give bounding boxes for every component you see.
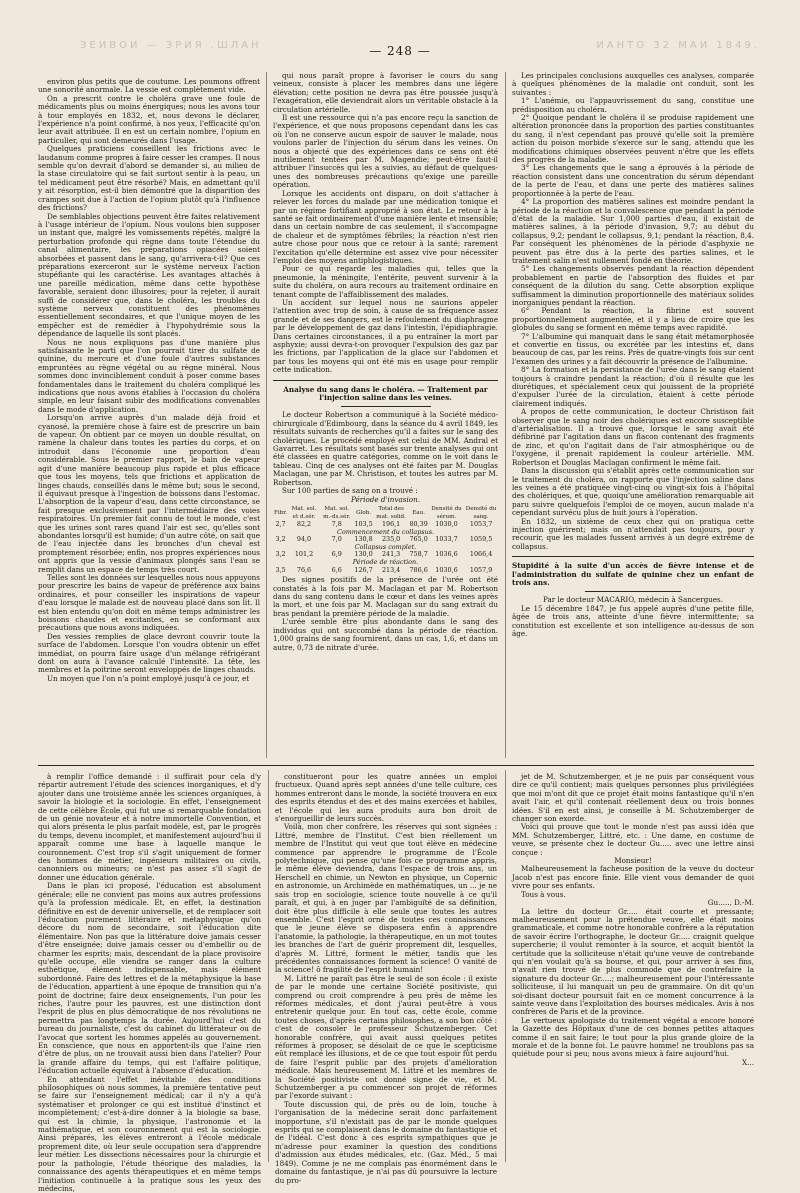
column-b <box>273 72 498 755</box>
blood-analysis-table <box>273 506 498 574</box>
column-a <box>38 78 260 751</box>
horizontal-divider <box>38 765 754 766</box>
paragraph: environ plus petits que de coutume. Les poumons offrent une sonorité anormale. La vessie est complètement vide. <box>38 77 260 95</box>
paragraph: Un accident sur lequel nous ne saurions appeler l'attention avec trop de soin, à cause de sa fréquence assez grande et de ses dangers, est le refoulement du diaphragme par le développement de gaz dans l'intestin, l'épidiaphragie. Dans certaines circonstances, il a pu entraîner la mort par asphyxie; aussi devra-t-on provoquer l'expulsion des gaz par les frictions, par l'application de la glace sur l'abdomen et par tous les moyens qui ont été mis en usage pour remplir cette indication. <box>273 297 498 375</box>
paragraph: jet de M. Schutzemberger, et je ne puis par conséquent vous dire ce qu'il contient; mais quelques personnes plus privilégiées que moi m'ont dit que ce projet était moins fantastique qu'il n'en avait l'air, et qu'il contenait réellement deux ou trois bonnes idées. S'il en est ainsi, je conseille à M. Schutzemberger de changer son exorde. <box>512 772 754 824</box>
paragraph: Le docteur Robertson a communiqué à la Société médico-chirurgicale d'Edimbourg, dans la séance du 4 avril 1849, les résultats suivants de recherches qu'il a faites sur le sang des cholériques. Le procédé employé est celui de MM. Andral et Gavarret. Les résultats sont basés sur trente analyses qui ont été classées en quatre catégories, comme on le voit dans le tableau. Cinq de ces analyses ont été faites par M. Douglas Maclagan, une par M. Christison, et toutes les autres par M. Robertson. <box>273 410 498 487</box>
column-f <box>512 773 754 1161</box>
table-cell: 130,8 <box>354 535 373 544</box>
table-cell: 786,6 <box>409 565 428 574</box>
section-title-blood-analysis: Analyse du sang dans le choléra. — Traitement par l'injection saline dans les veines. <box>283 384 488 403</box>
bleed-through-text-right: ИАНТО 32 МАИ 1849. <box>596 40 760 51</box>
letter-signature: Gu....., D.-M. <box>707 898 754 908</box>
table-cell: 7,8 <box>331 520 342 529</box>
table-cell: 6,6 <box>331 565 342 574</box>
table-cell: 126,7 <box>354 565 373 574</box>
table-header-cell: Densité du sang. <box>465 505 497 520</box>
paragraph: 5° Les changements observés pendant la réaction dépendent probablement en partie de l'absorption des fluides et par conséquent de la dilution du sang. Cette absorption explique suffisamment la diminution proportionnelle des matériaux solides inorganiques pendant la réaction. <box>512 264 754 307</box>
table-period-label: Collapsus complet. <box>354 542 417 551</box>
table-period-label: Période de réaction. <box>352 558 419 567</box>
paragraph: 8° La formation et la persistance de l'urée dans le sang étaient toujours à craindre pendant la réaction; d'où il résulte que les diurétiques, et spécialement ceux qui jouissent de la propriété d'expulser l'urée de la circulation, étaient à cette période clairement indiqués. <box>512 365 754 408</box>
table-cell: 235,0 <box>381 535 401 544</box>
table-caption: Période d'invasion. <box>350 494 421 504</box>
paragraph: Des vessies remplies de glace devront couvrir toute la surface de l'abdomen. Lorsque l'on voudra obtenir un effet immédiat, on pourra faire usage d'un mélange réfrigérant dont on aura à l'avance calculé l'intensité. La tête, les membres et la poitrine seront enveloppés de linges chauds. <box>38 631 260 675</box>
table-cell: 7,0 <box>331 535 342 544</box>
table-cell: 196,1 <box>381 520 401 529</box>
table-header-cell: Total des mat. solid. <box>376 505 406 520</box>
title-underline <box>341 406 431 407</box>
article-signature: X... <box>742 1057 754 1067</box>
column-divider <box>268 770 269 1162</box>
section-title-stupidity-case: Stupidité à la suite d'un accès de fièvre intense et de l'administration du sulfate de quinine chez un enfant de trois ans. <box>512 561 754 587</box>
letter-closing: Tous à vous. <box>521 889 566 899</box>
table-header-cell: Densité du sérum. <box>431 505 462 520</box>
column-d <box>38 772 261 1193</box>
table-cell: 1057,9 <box>469 565 493 574</box>
column-c <box>512 72 754 755</box>
paragraph: Nous ne nous expliquons pas d'une manière plus satisfaisante le parti que l'on pourrait tirer du sulfate de quinine, du mercure et d'une foule d'autres substances empruntées au règne végétal ou au règne minéral. Nous sommes donc invinciblement conduit à poser comme bases fondamentales dans le traitement du choléra compliqué les indications que nous avons établies à l'occasion du choléra simple, en leur faisant subir des modifications convenables dans le mode d'application. <box>38 337 260 414</box>
paragraph: L'urée semble être plus abondante dans le sang des individus qui ont succombé dans la période de réaction. 1,000 grains de sang fournirent, dans un cas, 1,6, et dans un autre, 0,73 de nitrate d'urée. <box>273 617 498 652</box>
table-cell: 1066,4 <box>469 550 493 559</box>
table-period-label: Commencement du collapsus. <box>336 527 435 536</box>
column-divider <box>266 72 267 758</box>
table-cell: 76,6 <box>296 565 312 574</box>
paragraph: Lorsque les accidents ont disparu, on doit s'attacher à relever les forces du malade par une médication tonique et par un régime fortifiant approprié à son état. Le retour à la santé se fait ordinairement d'une manière lente et insensible; dans un certain nombre de cas seulement, il s'accompagne de chaleur et de symptômes fébriles; la réaction n'est rien autre chose pour nous que ce retour à la santé; rarement l'excitation qu'elle détermine est assez vive pour nécessiter l'emploi des moyens antiphlogistiques. <box>273 188 498 265</box>
paragraph: M. Littré ne paraît pas être le seul de son école : il existe de par le monde une certaine Société positiviste, qui comprend ou croit comprendre à peu près de même les réformes médicales, et dont j'aurai peut-être à vous entretenir quelque jour. En tout cas, cette école, comme toutes choses, d'après certains philosophes, a son bon côté : c'est de consoler le professeur Schutzemberger. Cet honorable confrère, qui avait aussi quelques petites réformes à proposer, se désolait de ce que le scepticisme eût remplacé les illusions, et de ce que tout espoir fût perdu de faire l'esprit public par des projets d'amélioration médicale. Mais heureusement M. Littré et les membres de la Société positiviste ont donné signe de vie, et M. Schutzemberger a pu commencer son projet de réformes par l'exorde suivant : <box>275 973 497 1101</box>
paragraph: Lorsqu'on arrive auprès d'un malade déjà froid et cyanosé, la première chose à faire est de prescrire un bain de vapeur. On obtient par ce moyen un double résultat, on ramène la chaleur dans toutes les parties du corps, et on introduit dans l'économie une proportion d'eau considérable. Sous le premier rapport, le bain de vapeur agit d'une manière beaucoup plus rapide et plus efficace que tous les moyens, tels que frictions et application de linges chauds, conseillés dans le même but; sous le second, il équivaut presque à l'ingestion de boissons dans l'estomac. L'absorption de la vapeur d'eau, dans cette circonstance, se fait presque exclusivement par l'intermédiaire des voies respiratoires. Un premier fait connu de tout le monde, c'est que les urines sont rares quand l'air est sec, qu'elles sont abondantes lorsqu'il est humide; d'un autre côté, on sait que de l'eau injectée dans les bronches d'un cheval est promptement résorbée; enfin, nos propres expériences nous ont appris que la vessie d'animaux plongés sans l'eau se remplit dans un espace de temps très court. <box>38 413 260 574</box>
table-body <box>273 521 498 574</box>
paragraph: constitueront pour les quatre années un emploi fructueux. Quand après sept années d'une telle culture, ces hommes entreront dans le monde, la société trouvera en eux des esprits étendus et des et des mains exercées et habiles, et l'école qui les aura produits aura bon droit de s'enorgueillir de leurs succès. <box>275 772 497 824</box>
paragraph: Il est une ressource qui n'a pas encore reçu la sanction de l'expérience, et que nous proposons cependant dans les cas où l'on ne conserve aucun espoir de sauver le malade, nous voulons parler de l'injection du sérum dans les veines. On nous a objecté que des expériences dans ce sens ont été inutilement tentées par M. Magendie; peut-être faut-il attribuer l'insuccès qui les a suivies, au défaut de quelques-unes des nombreuses précautions qu'exige une pareille opération. <box>273 113 498 190</box>
table-cell: 1030,0 <box>435 520 458 529</box>
bleed-through-text-left: ЗЕИВОИ — ЗРИЯ .ШЛАН <box>80 40 262 51</box>
paragraph: 6° Pendant la réaction, la fibrine est souvent proportionnellement augmentée, et il y a lieu de croire que les globules du sang se forment en même temps avec rapidité. <box>512 306 754 333</box>
paragraph: A propos de cette communication, le docteur Christison fait observer que le sang noir des cholériques est encore susceptible d'artérialisation. Il a trouvé que, lorsque le sang avait été défibriné par l'agitation dans un flacon contenant des fragments de zinc, et qu'on l'agitait dans de l'air atmosphérique ou de l'oxygène, il prenait rapidement la couleur artérielle. MM. Robertson et Douglas Maclagan confirment le même fait. <box>512 407 754 467</box>
paragraph: 4° La proportion des matières salines est moindre pendant la période de la réaction et la convalescence que pendant la période d'état de la maladie. Sur 1,000 parties d'eau, il existait de matières salines, à la période d'invasion, 9,7; au début du collapsus, 9,2; pendant le collapsus, 9,1; pendant la réaction, 8,4. Par conséquent les phénomènes de la période d'asphyxie ne peuvent pas être dus à la perte des parties salines, et le traitement salin n'est nullement fondé en théorie. <box>512 197 754 265</box>
table-cell: 3,2 <box>275 550 286 559</box>
table-cell: 1059,5 <box>469 535 493 544</box>
paragraph: 3° Les changements que le sang a éprouvés à la période de réaction consistent dans une concentration du sérum dépendant de la perte de l'eau, et dans une perte des matières salines proportionnée à la perte de l'eau. <box>512 163 754 198</box>
paragraph: Quelques praticiens conseillent les frictions avec le laudanum comme propres à faire cesser les crampes. Il nous semble qu'on devrait d'abord se demander si, au milieu de la stase circulatoire qui se fait surtout sentir à la peau, un tel médicament peut être résorbé? Mais, en admettant qu'il y ait résorption, est-il bien démontré que la disparition des crampes soit due à l'action de l'opium plutôt qu'à l'influence des frictions? <box>38 144 260 213</box>
table-cell: 130,0 <box>354 550 373 559</box>
paragraph: 7° L'albumine qui manquait dans le sang était métamorphosée et convertie en tissus, ou excrétée par les intestins et, dans beaucoup de cas, par les reins. Près de quatre-vingts fois sur cent l'examen des urines y a fait découvrir la présence de l'albumine. <box>512 331 754 366</box>
paragraph: En 1832, un sixième de ceux chez qui on pratiqua cette injection guérirent; mais on n'attendait pas toujours, pour y recourir, que les malades fussent arrivés à un degré extrême de collapsus. <box>512 516 754 551</box>
paragraph: à remplir l'office demandé : il suffirait pour cela d'y répartir autrement l'étude des sciences inorganiques, et d'y ajouter dans une troisième année les sciences organiques, à savoir la biologie et la sociologie. En effet, l'enseignement de cette célèbre École, qui fut une si remarquable fondation de un génie novateur et à notre immortelle Convention, et qui alors présenta le plus parfait modèle, est, par le progrès du temps, devenu incomplet, et manifestement aujourd'hui il apparaît comme une base à laquelle manque le couronnement. C'est trop s'il s'agit uniquement de former des hommes de métier, ingénieurs militaires ou civils, canonniers ou mineurs; ce n'est pas assez s'il s'agit de donner une éducation générale. <box>38 772 261 882</box>
paragraph: Les principales conclusions auxquelles ces analyses, comparée à quelques phénomènes de la maladie ont conduit, sont les suivantes : <box>512 71 754 97</box>
section-divider <box>512 556 754 557</box>
table-header-cell: Eau. <box>412 509 426 516</box>
table-cell: 80,39 <box>409 520 428 529</box>
paragraph: qui nous paraît propre à favoriser le cours du sang veineux, consiste à placer les membres dans une légère élévation; cette position ne devra pas être poussée jusqu'à l'exagération, elle deviendrait alors un véritable obstacle à la circulation artérielle. <box>273 71 498 114</box>
paragraph: Toute discussion qui, de près ou de loin, touche à l'organisation de la médecine serait donc parfaitement inopportune, s'il n'existait pas de par le monde quelques esprits qui se complaisent dans le domaine du fantastique et de l'idéal. C'est donc à ces esprits sympathiques que je m'adresse pour examiner la question des conditions d'admission aux études médicales, etc. (Gaz. Méd., 5 mai 1849). Comme je ne me complais pas énormément dans le domaine du fantastique, je n'ai pas dû poursuivre la lecture du pro- <box>275 1099 497 1185</box>
table-cell: 241,3 <box>381 550 401 559</box>
section-divider <box>273 380 498 381</box>
page-number: — 248 — <box>369 44 431 58</box>
table-cell: 103,5 <box>354 520 373 529</box>
table-header-cell: Glob. <box>356 509 372 516</box>
table-row <box>273 567 498 575</box>
column-divider <box>505 72 506 758</box>
table-cell: 1036,6 <box>435 550 458 559</box>
paragraph: La lettre du docteur Gr..... était courte et pressante; malheureusement pour la prétendue veuve, elle était moins grammaticale, et comme notre honorable confrère a la réputation de savoir écrire l'orthographe, le docteur Gr..... craignit quelque supercherie; il voulut remonter à la source, et acquit bientôt la certitude que la solliciteuse n'était qu'une veuve de contrebande qui n'en voulait qu'à sa bourse, et qui, pour arriver à ses fins, n'avait rien trouvé de plus commode que de contrefaire la signature du docteur Gr.....; malheureusement pour l'intéressante solliciteuse, il lui manquait un peu de grammaire. On dit qu'un soi-disant docteur poursuit fait en ce moment concurrence à la sainte veuve dans l'exploitation des bourses médicales. Avis à nos confrères de Paris et de la province. <box>512 906 754 1017</box>
paragraph: Dans la discussion qui s'établit après cette communication sur le traitement du choléra, on rapporte que l'injection saline dans les veines a été pratiquée vingt-cinq ou vingt-six fois à l'hôpital des cholériques, et que, quoiqu'une amélioration remarquable ait paru suivre quelquefois l'emploi de ce moyen, aucun malade n'a cependant survécu plus de huit jours à l'opération. <box>512 466 754 518</box>
table-header-cell: Fibr. <box>274 509 288 516</box>
table-cell: 758,7 <box>409 550 428 559</box>
column-divider <box>505 770 506 1162</box>
table-cell: 1053,7 <box>469 520 493 529</box>
table-header-cell: Mat. sol. et d.sér. <box>291 505 317 520</box>
table-cell: 1030,6 <box>435 565 458 574</box>
paragraph: 1° L'anémie, ou l'appauvrissement du sang, constitue une prédisposition au choléra. <box>512 96 754 114</box>
table-cell: 94,0 <box>296 535 312 544</box>
paragraph: Pour ce qui regarde les maladies qui, telles que la pneumonie, la méningite, l'entérite, peuvent survenir à la suite du choléra, on aura recours au traitement ordinaire en tenant compte de l'affaiblissement des malades. <box>273 264 498 299</box>
paragraph: Des signes positifs de la présence de l'urée ont été constatés à la fois par M. Maclagan et par M. Robertson dans du sang contenu dans le cœur et dans les veines après la mort, et une fois par M. Maclagan sur du sang extrait du bras pendant la première période de la maladie. <box>273 575 498 618</box>
table-header-row <box>273 506 498 521</box>
table-cell: 1033,7 <box>435 535 458 544</box>
table-cell: 101,2 <box>294 550 314 559</box>
table-cell: 2,7 <box>275 520 286 529</box>
paragraph: Telles sont les données sur lesquelles nous nous appuyons pour prescrire les bains de vapeur de préférence aux bains ordinaires, et pour conseiller les inspirations de vapeur d'eau lorsque le malade est de nouveau placé dans son lit. Il est bien entendu qu'on doit en même temps administrer les boissons chaudes et excitantes, en se conformant aux précautions que nous avons indiquées. <box>38 572 260 633</box>
paragraph: On a prescrit contre le choléra grave une foule de médicaments plus ou moins énergiques; nous les avons tour à tour employés en 1832, et, nous devons le déclarer, l'expérience n'a point confirmé, à nos yeux, l'efficacité qu'on leur avait attribuée. Il en est un certain nombre, l'opium en particulier, qui sont demeurés dans l'usage. <box>38 93 260 145</box>
paragraph: 2° Quoique pendant le choléra il se produise rapidement une altération prononcée dans la proportion des parties constituantes du sang, il n'est cependant pas prouvé qu'elle soit la première action du poison morbide s'exerce sur le sang, attendu que les modifications chimiques observées peuvent n'être que les effets des progrès de la maladie. <box>512 113 754 165</box>
table-cell: 765,0 <box>409 535 428 544</box>
table-cell: 6,9 <box>331 550 342 559</box>
table-cell: 3,5 <box>275 565 286 574</box>
paragraph: De semblables objections peuvent être faites relativement à l'usage intérieur de l'opium. Nous voulons bien supposer un instant que, malgré les vomissements répétés, malgré la perturbation profonde qui règne dans toute l'étendue du canal alimentaire, les préparations opiacées soient absorbées et passent dans le sang, qu'arrivera-t-il? Que ces préparations exerceront sur le système nerveux l'action stupéfiante qui les caractérise. Les avantages attachés à une pareille médication, même dans cette hypothèse favorable, seraient donc illusoires; pour la rejeter, il aurait suffi de considérer que, dans le choléra, les troubles du système nerveux constituent des phénomènes essentiellement secondaires, et que l'unique moyen de les empêcher est de remédier à l'hypohydrémie sous la dépendance de laquelle ils sont placés. <box>38 211 260 339</box>
paragraph: Malheureusement la facheuse position de la veuve du docteur Jacob n'est pas encore finie. Elle vient vous demander de quoi vivre pour ses enfants. <box>512 864 754 891</box>
paragraph: Le 15 décembre 1847, je fus appelé auprès d'une petite fille, âgée de trois ans, atteinte d'une fièvre intermittente; sa constitution est excellente et son intelligence au-dessus de son âge. <box>512 603 754 638</box>
paragraph: Dans le plan ici proposé, l'éducation est absolument générale; elle ne convient pas moins aux autres professions qu'à la profession médicale. Et, en effet, la destination définitive en est de devenir universelle, et de remplacer soit l'éducation purement littéraire et métaphysique qu'on décore du nom de secondaire, soit l'éducation dite élémentaire. Non pas que la littérature doive jamais cesser d'être enseignée; doive jamais cesser ou d'embellir ou de charmer les esprits; mais, descendant de la place provisoire qu'elle occupe, elle viendra se ranger dans la culture esthétique, élément indispensable, mais élément subordonné. Faire des lettres et de la métaphysique la base de l'éducation, appartient à une époque de transition qui n'a point de doctrine; faire deux enseignements, l'un pour les riches, l'autre pour les pauvres, est une distinction dont l'esprit de plus en plus démocratique de nos révolutions ne permettra pas longtemps la durée. Aujourd'hui c'est du bureau du journaliste, c'est du cabinet du littérateur ou de l'avocat que sortent les hommes appelés au gouvernement. En conscience, que nous en apportent-ils que l'aine rien d'être de plus, on ne trouvait aussi bien dans l'atelier? Pour la grande affaire du temps, qui est l'affaire politique, l'éducation actuelle équivaut à l'absence d'éducation. <box>38 881 261 1076</box>
column-e <box>275 772 497 1185</box>
table-cell: 3,2 <box>275 535 286 544</box>
author-line: Par le docteur MACARIO, médecin à Sancergues. <box>542 595 724 605</box>
table-cell: 82,2 <box>296 520 312 529</box>
table-cell: 213,4 <box>381 565 401 574</box>
table-header-cell: Mat. sol. m.-ds.sér. <box>323 505 351 520</box>
paragraph: Voici qui prouve que tout le monde n'est pas aussi idéa que MM. Schutzemberger, Littré, etc. : Une dame, en costume de veuve, se présente chez le docteur Gu..... avec une lettre ainsi conçue : <box>512 822 754 857</box>
paragraph: Sur 100 parties de sang on a trouvé : <box>282 486 418 496</box>
title-underline <box>585 591 682 592</box>
paragraph: Le vertueux apologiste du traitement végétal a encore honoré la Gazette des Hôpitaux d'une de ces bonnes petites attaques comme il en sait faire; le tout pour la plus grande gloire de la morale et de la bonne foi. Le pauvre homme! ne troublons pas sa quiétude pour si peu; nous avons mieux à faire aujourd'hui. <box>512 1015 754 1059</box>
letter-salutation: Monsieur! <box>614 856 652 866</box>
paragraph: En attendant l'effet inévitable des conditions philosophiques où nous sommes, la première tentative peut se faire sur l'enseignement médical; car il n'y a qu'à systématiser et prolonger ce qui est institué d'instinct et incomplètement; c'est-à-dire donner à la biologie sa base, qui est la chimie, la physique, l'astronomie et la mathématique, et son couronnement qui est la sociologie. Ainsi préparés, les élèves entreront à l'école médicale proprement dite, où leur seule occupation sera d'apprendre leur métier. Les dissections nécessaires pour la chirurgie et pour la pathologie, l'étude théorique des maladies, la connaissance des agents thérapeutiques et en même temps l'initiation continuelle à la pratique sous les yeux des médecins, <box>38 1074 261 1193</box>
paragraph: Voilà, mon cher confrère, les réserves qui sont signées : Littré, membre de l'Institut. C'est bien réellement un membre de l'Institut qui veut que tout élève en médecine commence par apprendre le programme de l'École polytechnique, qui pense qu'une fois ce programme appris, le même élève deviendra, dans l'espace de trois ans, un Herschell en chimie, un Newton en physique, un Copernic en astronomie, un Archimède en mathématiques, un ... je ne sais trop en sociologie, science toute nouvelle à ce qu'il paraît, et qui, à en juger par l'ambiguïté de sa définition, doit être plus difficile à elle seule que toutes les autres ensemble. C'est l'esprit orné de toutes ces connaissances que le jeune élève se disposera enfin à apprendre l'anatomie, la pathologie, la thérapeutique, en un mot toutes les branches de l'art de guérir proprement dit, lesquelles, d'après M. Littré, forment le métier, tandis que les précédentes connaissances forment la science! O vanité de la science! ô fragilité de l'esprit humain! <box>275 822 497 975</box>
paragraph: Un moyen que l'on n'a point employé jusqu'à ce jour, et <box>47 673 250 683</box>
